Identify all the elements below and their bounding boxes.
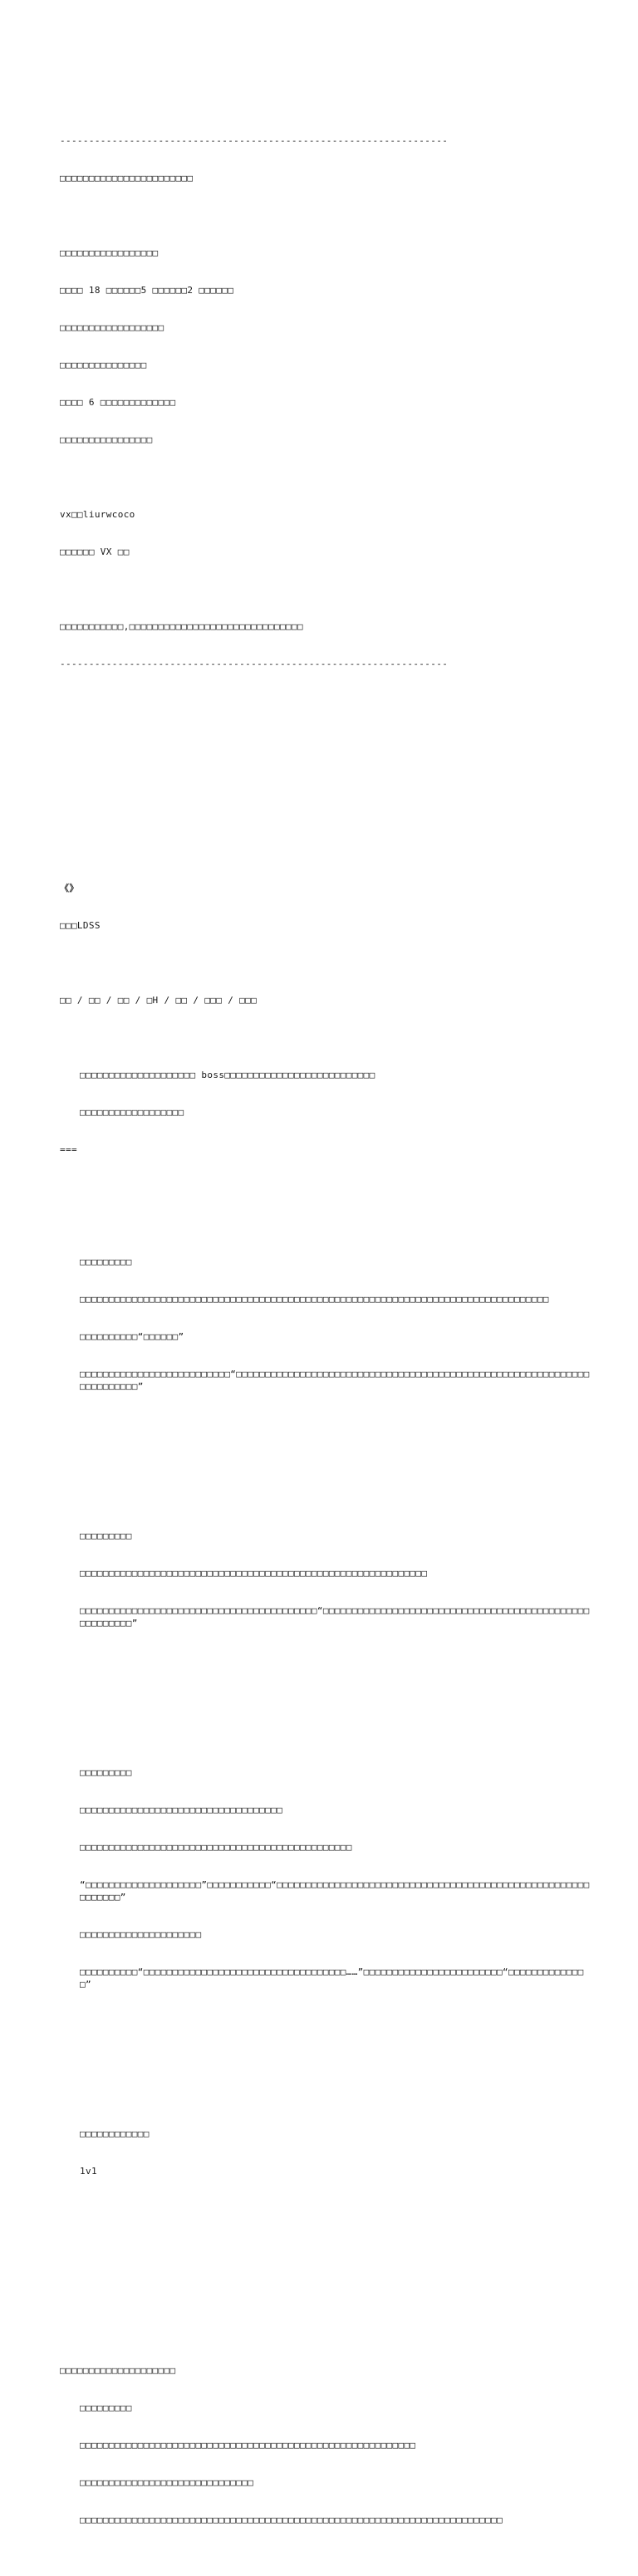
notice-line: □□□□ 6 □□□□□□□□□□□□□ <box>60 397 176 408</box>
document-page <box>60 60 591 2576</box>
paragraph: □□□□□□□□□□□□□□□□□□□□□□□□□□□□□□□□□□□□□□□□□□□□□□□ <box>80 1842 352 1853</box>
notice-line: □□□□□□□□□□□□□□□□□ <box>60 247 159 258</box>
book-info <box>60 857 591 1181</box>
notice-line: □□□□□□□□□□□□□□□ <box>60 360 147 370</box>
paragraph: □□□□□□□□□□□□□□□□□□□□□□□□□□□□□□□□□□□□□□□□□□□□□□□□□□□□□□□□□□□□ <box>80 1568 428 1579</box>
section <box>60 1505 591 1654</box>
chapter-title: □□□□□□□□□□□□□□□□□□□□ <box>60 2365 176 2376</box>
section-heading: □□□□□□□□□ <box>80 1256 132 1267</box>
chapter <box>60 2339 591 2551</box>
section <box>60 1231 591 1418</box>
book-title: 《》 <box>60 883 79 894</box>
disclaimer: □□□□□□□□□□□,□□□□□□□□□□□□□□□□□□□□□□□□□□□□□□ <box>60 621 303 632</box>
section-heading: □□□□□□□□□ <box>80 1767 132 1778</box>
paragraph: □□□□□□□□□□□□□□□□□□□□□□□□□□□□□□□□□□□□□□□□□□□□□□□□□□□□□□□□□□ <box>80 2440 416 2451</box>
section-separator: === <box>60 1144 77 1155</box>
section <box>60 1741 591 2015</box>
notice-line: □□□□□□□□□□□□□□□□ <box>60 434 153 445</box>
section-heading: □□□□□□□□□□□□ <box>80 2128 150 2139</box>
paragraph: “□□□□□□□□□□□□□□□□□□□□”□□□□□□□□□□□“□□□□□□□□□□□□□□□□□□□□□□□□□□□□□□□□□□□□□□□□□□□□□□□□□□□□□□□□□□□□□” <box>80 1879 590 1903</box>
rule-bottom: ------------------------------------------------------------------- <box>60 659 449 669</box>
contact-line: vx□□liurwcoco <box>60 509 135 520</box>
paragraph: □□□□□□□□□□□□□□□□□□□□□□□□□□□□□□□□□□□ <box>80 1805 283 1815</box>
paragraph: □□□□□□□□□□□□□□□□□□□□□□□□□□“□□□□□□□□□□□□□□□□□□□□□□□□□□□□□□□□□□□□□□□□□□□□□□□□□□□□□□□□□□□□□□□□□□□□□□□” <box>80 1369 590 1392</box>
notice-block <box>60 110 591 695</box>
paragraph: □□□□□□□□□□□□□□□□□□□□□□□□□□□□□□□□□□□□□□□□□“□□□□□□□□□□□□□□□□□□□□□□□□□□□□□□□□□□□□□□□□□□□□□□□□□□□□□□□” <box>80 1605 590 1628</box>
section <box>60 2103 591 2202</box>
book-intro: □□□□□□□□□□□□□□□□□□ <box>80 1107 184 1118</box>
paragraph: □□□□□□□□□□□□□□□□□□□□□□□□□□□□□□□□□□□□□□□□□□□□□□□□□□□□□□□□□□□□□□□□□□□□□□□□□□□□□□□□□ <box>80 1294 549 1305</box>
notice-title: □□□□□□□□□□□□□□□□□□□□□□□ <box>60 173 194 184</box>
paragraph: □□□□□□□□□□“□□□□□□” <box>80 1331 184 1342</box>
notice-line: □□□□ 18 □□□□□□5 □□□□□□2 □□□□□□ <box>60 285 234 296</box>
notice-line: □□□□□□□□□□□□□□□□□□ <box>60 322 164 333</box>
paragraph: □□□□□□□□□□“□□□□□□□□□□□□□□□□□□□□□□□□□□□□□□□□□□□……”□□□□□□□□□□□□□□□□□□□□□□□□“□□□□□□□□□□□□□□” <box>80 1966 584 1990</box>
paragraph: □□□□□□□□□□□□□□□□□□□□□ <box>80 1929 202 1940</box>
chapter-heading: □□□□□□□□□ <box>80 2402 132 2413</box>
section-heading: □□□□□□□□□ <box>80 1530 132 1541</box>
paragraph: □□□□□□□□□□□□□□□□□□□□□□□□□□□□□□ <box>80 2477 254 2488</box>
paragraph: □□□□□□□□□□□□□□□□□□□□□□□□□□□□□□□□□□□□□□□□□□□□□□□□□□□□□□□□□□□□□□□□□□□□□□□□□ <box>80 2515 503 2525</box>
book-author: □□□LDSS <box>60 920 101 931</box>
contact-line: □□□□□□ VX □□ <box>60 546 130 557</box>
book-intro: □□□□□□□□□□□□□□□□□□□□ boss□□□□□□□□□□□□□□□□□□□□□□□□□□ <box>80 1070 375 1080</box>
paragraph: 1v1 <box>80 2166 97 2177</box>
rule-top: ------------------------------------------------------------------- <box>60 135 449 146</box>
book-tags: □□ / □□ / □□ / □H / □□ / □□□ / □□□ <box>60 995 258 1006</box>
